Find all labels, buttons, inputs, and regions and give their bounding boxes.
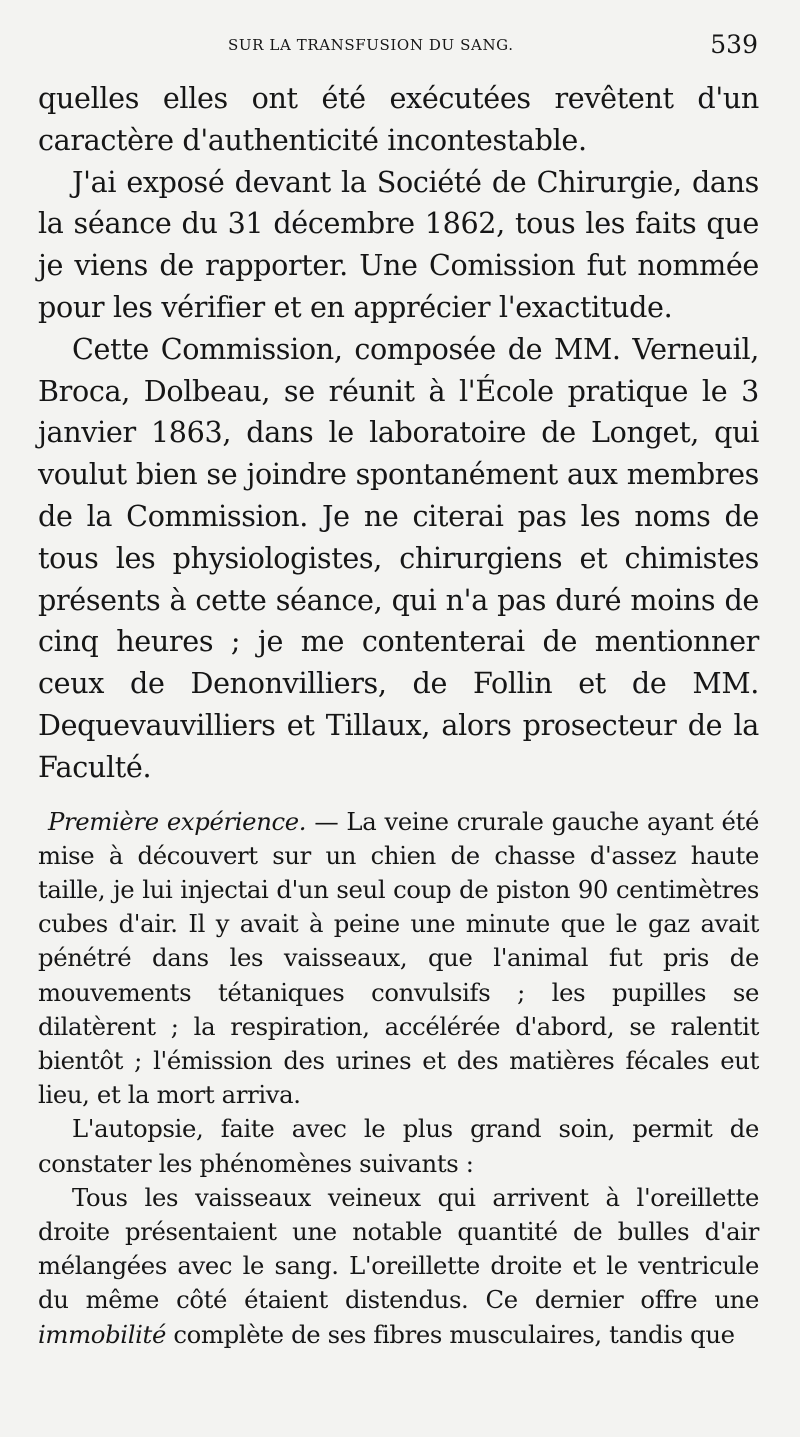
paragraph-veins [38, 1181, 759, 1352]
paragraph-autopsy: L'autopsie, faite avec le plus grand soin, permit de constater les phénomènes suivants : [38, 1114, 759, 1178]
large-text-section [38, 78, 759, 789]
paragraph-commission: Cette Commission, composée de MM. Verneuil, Broca, Dolbeau, se réunit à l'École pratique le 3 janvier 1863, dans le laboratoire de Longet, qui voulut bien se joindre spontanément aux membres de la Commission. Je ne citerai pas les noms de tous les physiologistes, chirurgiens et chimistes présents à cette séance, qui n'a pas duré moins de cinq heures ; je me contenterai de mentionner ceux de Denonvilliers, de Follin et de MM. Dequevauvilliers et Tillaux, alors prosecteur de la Faculté. [38, 331, 759, 784]
experiment-heading: Première expérience. [48, 806, 307, 836]
page-header [38, 30, 758, 64]
paragraph-societe-chirurgie: J'ai exposé devant la Société de Chirurgie, dans la séance du 31 décembre 1862, tous les faits que je viens de rapporter. Une Comission fut nommée pour les vérifier et en apprécier l'exactitude. [38, 164, 759, 324]
veins-emphasis: immobilité [38, 1319, 166, 1349]
veins-text-after: complète de ses fibres musculaires, tandis que [166, 1319, 735, 1349]
small-text-section [38, 805, 759, 1352]
experiment-text: — La veine crurale gauche ayant été mise à découvert sur un chien de chasse d'assez haute taille, je lui injectai d'un seul coup de piston 90 centimètres cubes d'air. Il y avait à peine une minute que le gaz avait pénétré dans les vaisseaux, que l'animal fut pris de mouvements tétaniques convulsifs ; les pupilles se dilatèrent ; la respiration, accélérée d'abord, se ralentit bientôt ; l'émission des urines et des matières fécales eut lieu, et la mort arriva. [38, 806, 759, 1110]
body-text [38, 78, 759, 1352]
veins-text-before: Tous les vaisseaux veineux qui arrivent à l'oreillette droite présentaient une notable quantité de bulles d'air mélangées avec le sang. L'oreillette droite et le ventricule du même côté étaient distendus. Ce dernier offre une [38, 1182, 759, 1315]
page-number: 539 [710, 30, 758, 59]
running-head: SUR LA TRANSFUSION DU SANG. [228, 36, 514, 54]
paragraph-continuation: quelles elles ont été exécutées revêtent d'un caractère d'authenticité incontestable. [38, 81, 759, 157]
paragraph-first-experiment [38, 805, 759, 1113]
